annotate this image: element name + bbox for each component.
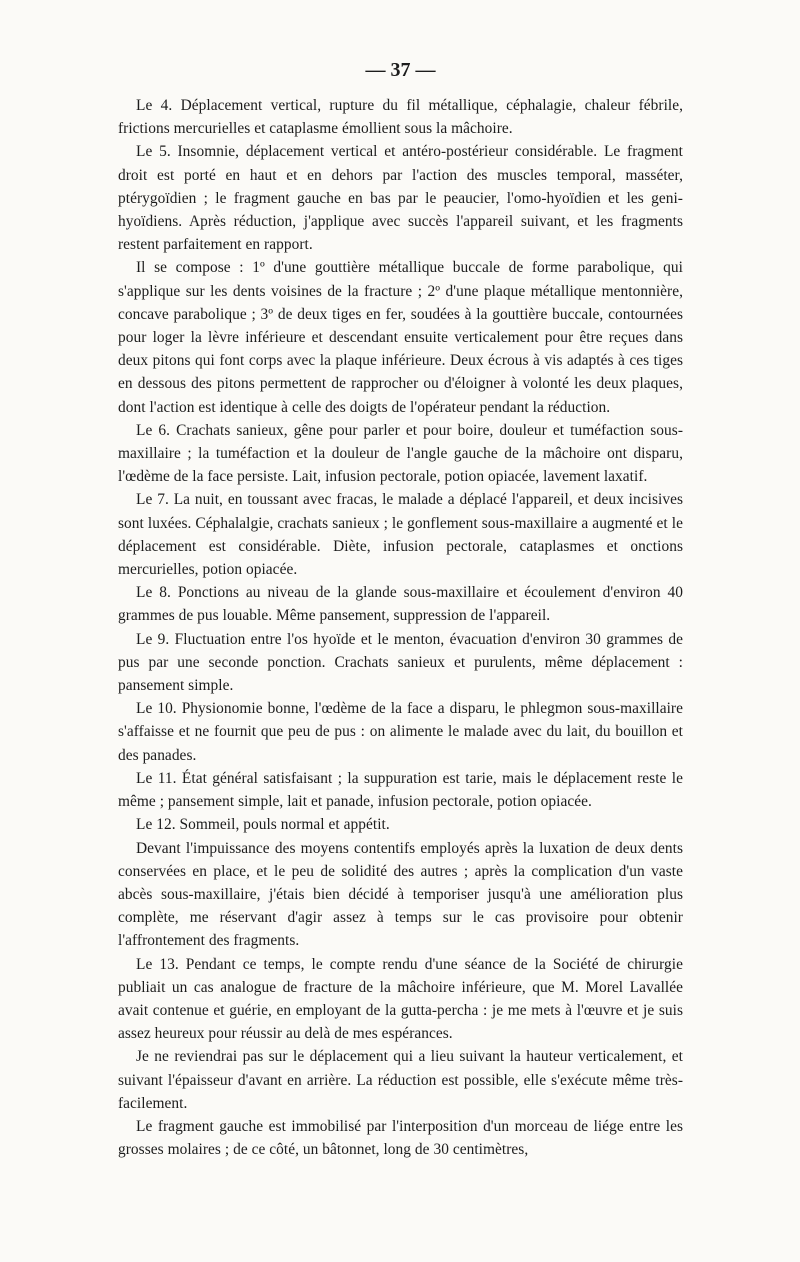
paragraph-day-5: Le 5. Insomnie, déplacement vertical et antéro-postérieur considérable. Le fragment droit est porté en haut et en dehors par l'action des muscles temporal, masséter, ptérygoïdien ; le fragment gauche en bas par le peaucier, l'omo-hyoïdien et les geni-hyoïdiens. Après réduction, j'applique avec succès l'appareil suivant, et les fragments restent parfaitement en rapport. (118, 143, 683, 254)
paragraph-apparatus: Il se compose : 1º d'une gouttière métallique buccale de forme parabolique, qui s'applique sur les dents voisines de la fracture ; 2º d'une plaque métallique mentonnière, concave parabolique ; 3º de deux tiges en fer, soudées à la gouttière buccale, contournées pour loger la lèvre inférieure et descendant ensuite verticalement pour être reçues dans deux pitons qui font corps avec la plaque inférieure. Deux écrous à vis adaptés à ces tiges en dessous des pitons permettent de rapprocher ou d'éloigner à volonté les deux plaques, dont l'action est identique à celle des doigts de l'opérateur pendant la réduction. (118, 259, 683, 416)
paragraph-day-10: Le 10. Physionomie bonne, l'œdème de la face a disparu, le phlegmon sous-maxillaire s'affaisse et ne fournit que peu de pus : on alimente le malade avec du lait, du bouillon et des panades. (118, 700, 683, 764)
paragraph-reflection: Devant l'impuissance des moyens contentifs employés après la luxation de deux dents conservées en place, et le peu de solidité des autres ; après la complication d'un vaste abcès sous-maxillaire, j'étais bien décidé à temporiser jusqu'à une amélioration plus complète, me réservant d'agir assez à temps sur le cas provisoire pour obtenir l'affrontement des fragments. (118, 839, 683, 950)
paragraph-day-8: Le 8. Ponctions au niveau de la glande sous-maxillaire et écoulement d'environ 40 grammes de pus louable. Même pansement, suppression de l'appareil. (118, 584, 683, 625)
paragraph-day-11: Le 11. État général satisfaisant ; la suppuration est tarie, mais le déplacement reste le même ; pansement simple, lait et panade, infusion pectorale, potion opiacée. (118, 769, 683, 811)
paragraph-displacement: Je ne reviendrai pas sur le déplacement qui a lieu suivant la hauteur verticalement, et suivant l'épaisseur d'avant en arrière. La réduction est possible, elle s'exécute même très-facilement. (118, 1048, 683, 1112)
paragraph-left-fragment: Le fragment gauche est immobilisé par l'interposition d'un morceau de liége entre les grosses molaires ; de ce côté, un bâtonnet, long de 30 centimètres, (118, 1117, 683, 1159)
paragraph-day-13: Le 13. Pendant ce temps, le compte rendu d'une séance de la Société de chirurgie publiait un cas analogue de fracture de la mâchoire inférieure, que M. Morel Lavallée avait contenue et guérie, en employant de la gutta-percha : je me mets à l'œuvre et je suis assez heureux pour réussir au delà de mes espérances. (118, 955, 683, 1043)
page-number: — 37 — (365, 59, 436, 81)
page-text-block (118, 56, 683, 1161)
paragraph-day-4: Le 4. Déplacement vertical, rupture du fil métallique, céphalagie, chaleur fébrile, frictions mercurielles et cataplasme émollient sous la mâchoire. (118, 97, 683, 138)
paragraph-day-9: Le 9. Fluctuation entre l'os hyoïde et le menton, évacuation d'environ 30 grammes de pus par une seconde ponction. Crachats sanieux et purulents, même déplacement : pansement simple. (118, 630, 683, 695)
paragraph-day-7: Le 7. La nuit, en toussant avec fracas, le malade a déplacé l'appareil, et deux incisives sont luxées. Céphalalgie, crachats sanieux ; le gonflement sous-maxillaire a augmenté et le déplacement est considérable. Diète, infusion pectorale, cataplasmes et onctions mercurielles, potion opiacée. (118, 491, 683, 579)
paragraph-day-12: Le 12. Sommeil, pouls normal et appétit. (136, 816, 390, 834)
paragraph-day-6: Le 6. Crachats sanieux, gêne pour parler et pour boire, douleur et tuméfaction sous-maxillaire ; la tuméfaction et la douleur de l'angle gauche de la mâchoire ont disparu, l'œdème de la face persiste. Lait, infusion pectorale, potion opiacée, lavement laxatif. (118, 421, 683, 486)
